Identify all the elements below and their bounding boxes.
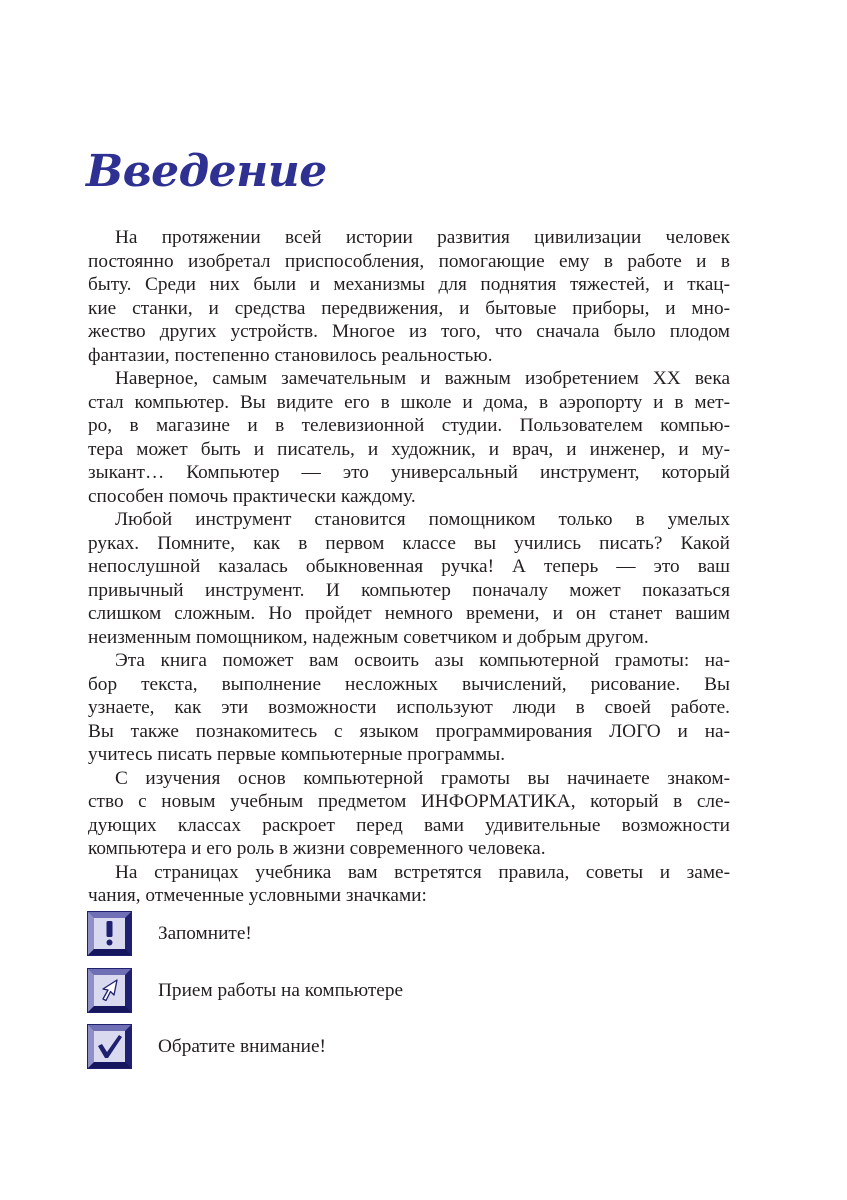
text-line: постоянно изобретал приспособления, помогающие ему в работе и в — [88, 250, 730, 272]
legend-item-attention — [88, 1025, 326, 1068]
page-title: Введение — [86, 146, 327, 197]
legend-label: Прием работы на компьютере — [158, 979, 404, 1001]
legend-label: Обратите внимание! — [158, 1035, 326, 1057]
text-line: С изучения основ компьютерной грамоты вы начинаете знаком- — [115, 767, 730, 789]
text-line: ро, в магазине и в телевизионной студии. Пользователем компью- — [88, 415, 730, 436]
text-line: тера может быть и писатель, и художник, и врач, и инженер, и му- — [88, 438, 730, 460]
text-line: кие станки, и средства передвижения, и бытовые приборы, и мно- — [88, 297, 730, 319]
text-line: Любой инструмент становится помощником только в умелых — [115, 509, 730, 530]
text-line: бор текста, выполнение несложных вычислений, рисование. Вы — [88, 673, 730, 695]
text-line: зыкант… Компьютер — это универсальный инструмент, который — [88, 462, 730, 483]
paragraph — [88, 367, 730, 508]
text-line: быту. Среди них были и механизмы для поднятия тяжестей, и ткац- — [88, 274, 730, 295]
intro-text — [88, 226, 730, 908]
cursor-arrow-icon — [88, 969, 131, 1012]
legend-item-remember — [88, 912, 252, 955]
text-line: непослушной казалась обыкновенная ручка! А теперь — это ваш — [88, 556, 730, 577]
text-line: чания, отмеченные условными значками: — [88, 885, 427, 906]
text-line: дующих классах раскроет перед вами удивительные возможности — [88, 814, 730, 836]
text-line: Вы также познакомитесь с языком программирования ЛОГО и на- — [88, 720, 730, 742]
paragraph — [88, 767, 730, 861]
text-line: фантазии, постепенно становилось реальностью. — [88, 344, 493, 366]
text-line: ство с новым учебным предметом ИНФОРМАТИКА, который в сле- — [88, 791, 730, 812]
paragraph — [88, 226, 730, 367]
text-line: способен помочь практически каждому. — [88, 485, 416, 507]
checkmark-icon — [88, 1025, 131, 1068]
text-line: узнаете, как эти возможности используют люди в своей работе. — [88, 697, 730, 718]
text-line: жество других устройств. Многое из того, что сначала было плодом — [88, 321, 730, 342]
text-line: На протяжении всей истории развития цивилизации человек — [115, 227, 730, 248]
paragraph — [88, 649, 730, 767]
text-line: Эта книга поможет вам освоить азы компьютерной грамоты: на- — [115, 650, 730, 671]
text-line: учитесь писать первые компьютерные программы. — [88, 744, 506, 765]
paragraph — [88, 861, 730, 908]
text-line: стал компьютер. Вы видите его в школе и дома, в аэропорту и в мет- — [88, 391, 730, 413]
legend-item-computer-technique — [88, 969, 403, 1012]
text-line: На страницах учебника вам встретятся правила, советы и заме- — [115, 861, 730, 883]
text-line: слишком сложным. Но пройдет немного времени, и он станет вашим — [88, 603, 730, 624]
legend-label: Запомните! — [158, 922, 252, 944]
exclamation-icon — [88, 912, 131, 955]
text-line: компьютера и его роль в жизни современного человека. — [88, 838, 546, 859]
text-line: Наверное, самым замечательным и важным изобретением XX века — [115, 368, 730, 389]
text-line: неизменным помощником, надежным советчиком и добрым другом. — [88, 626, 649, 648]
text-line: привычный инструмент. И компьютер поначалу может показаться — [88, 579, 730, 601]
text-line: руках. Помните, как в первом классе вы учились писать? Какой — [88, 532, 730, 554]
paragraph — [88, 508, 730, 649]
